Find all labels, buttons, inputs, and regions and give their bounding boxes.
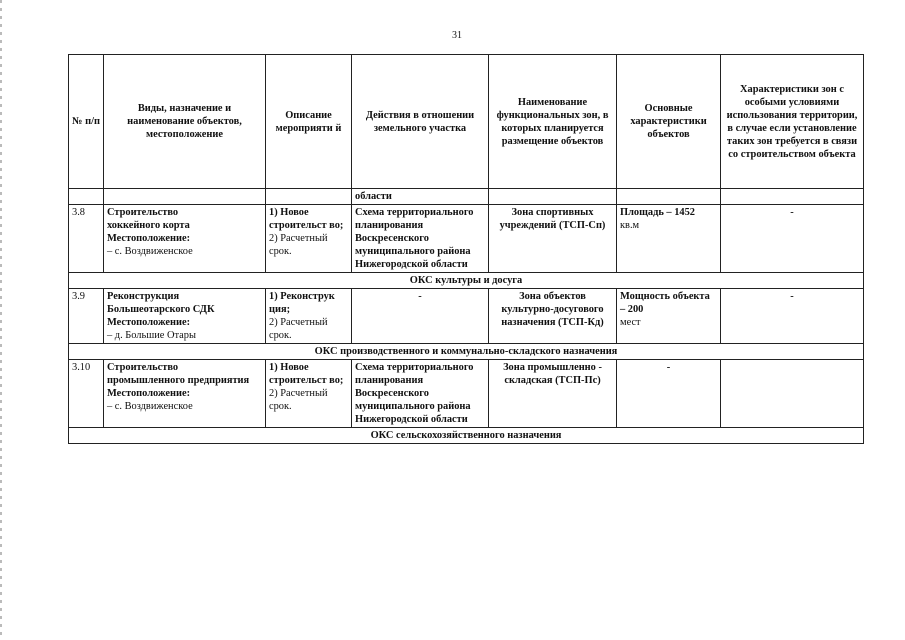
- row-name: [104, 360, 266, 428]
- header-num: № п/п: [69, 55, 104, 189]
- row-name: [104, 205, 266, 273]
- row-special-zones: -: [721, 205, 864, 273]
- section-title: ОКС культуры и досуга: [69, 273, 864, 289]
- characteristics-line: кв.м: [620, 220, 640, 231]
- continuation-row: [69, 189, 864, 205]
- row-num: 3.9: [69, 289, 104, 344]
- header-row: [69, 55, 864, 189]
- table-row: [69, 205, 864, 273]
- row-zone: Зона промышленно - складская (ТСП-Пс): [489, 360, 617, 428]
- row-zone: Зона объектов культурно-досугового назначения (ТСП-Кд): [489, 289, 617, 344]
- section-row: [69, 344, 864, 360]
- characteristics-line: Площадь – 1452: [620, 207, 695, 218]
- row-special-zones: [721, 360, 864, 428]
- scan-edge-line: [0, 0, 2, 640]
- row-action: -: [352, 289, 489, 344]
- row-name: [104, 289, 266, 344]
- section-row: [69, 273, 864, 289]
- page-number: 31: [452, 30, 462, 41]
- characteristics-line: Мощность объекта – 200: [620, 291, 710, 315]
- header-zone: Наименование функциональных зон, в которых планируется размещение объектов: [489, 55, 617, 189]
- location-line: – с. Воздвиженское: [107, 246, 193, 257]
- name-line: промышленного предприятия: [107, 375, 250, 386]
- name-line: Местоположение:: [107, 317, 191, 328]
- row-characteristics: [617, 289, 721, 344]
- table-row: [69, 289, 864, 344]
- description-line: 2) Расчетный срок.: [269, 388, 328, 412]
- name-line: Реконструкция: [107, 291, 180, 302]
- description-line: 2) Расчетный срок.: [269, 317, 328, 341]
- section-title: ОКС производственного и коммунально-складского назначения: [69, 344, 864, 360]
- header-special-zones: Характеристики зон с особыми условиями использования территории, в случае если установление таких зон требуется в связи со строительством объекта: [721, 55, 864, 189]
- name-line: Строительство: [107, 362, 179, 373]
- row-action: Схема территориального планирования Воскресенского муниципального района Нижегородской области: [352, 205, 489, 273]
- description-line: 1) Реконструк ция;: [269, 291, 335, 315]
- row-action: Схема территориального планирования Воскресенского муниципального района Нижегородской области: [352, 360, 489, 428]
- header-action: Действия в отношении земельного участка: [352, 55, 489, 189]
- row-characteristics: -: [617, 360, 721, 428]
- row-description: [266, 289, 352, 344]
- header-name: Виды, назначение и наименование объектов, местоположение: [104, 55, 266, 189]
- name-line: Местоположение:: [107, 233, 191, 244]
- section-title: ОКС сельскохозяйственного назначения: [69, 428, 864, 444]
- description-line: 1) Новое строительст во;: [269, 362, 344, 386]
- objects-table: [68, 54, 864, 444]
- name-line: хоккейного корта: [107, 220, 190, 231]
- row-special-zones: -: [721, 289, 864, 344]
- characteristics-line: мест: [620, 317, 641, 328]
- header-characteristics: Основные характеристики объектов: [617, 55, 721, 189]
- description-line: 1) Новое строительст во;: [269, 207, 344, 231]
- continuation-text: области: [352, 189, 489, 205]
- name-line: Строительство: [107, 207, 179, 218]
- row-num: 3.8: [69, 205, 104, 273]
- section-row: [69, 428, 864, 444]
- row-num: 3.10: [69, 360, 104, 428]
- description-line: 2) Расчетный срок.: [269, 233, 328, 257]
- location-line: – д. Большие Отары: [107, 330, 196, 341]
- table-row: [69, 360, 864, 428]
- row-description: [266, 360, 352, 428]
- name-line: Большеотарского СДК: [107, 304, 215, 315]
- row-description: [266, 205, 352, 273]
- row-characteristics: [617, 205, 721, 273]
- header-description: Описание мероприяти й: [266, 55, 352, 189]
- row-zone: Зона спортивных учреждений (ТСП-Сп): [489, 205, 617, 273]
- name-line: Местоположение:: [107, 388, 191, 399]
- location-line: – с. Воздвиженское: [107, 401, 193, 412]
